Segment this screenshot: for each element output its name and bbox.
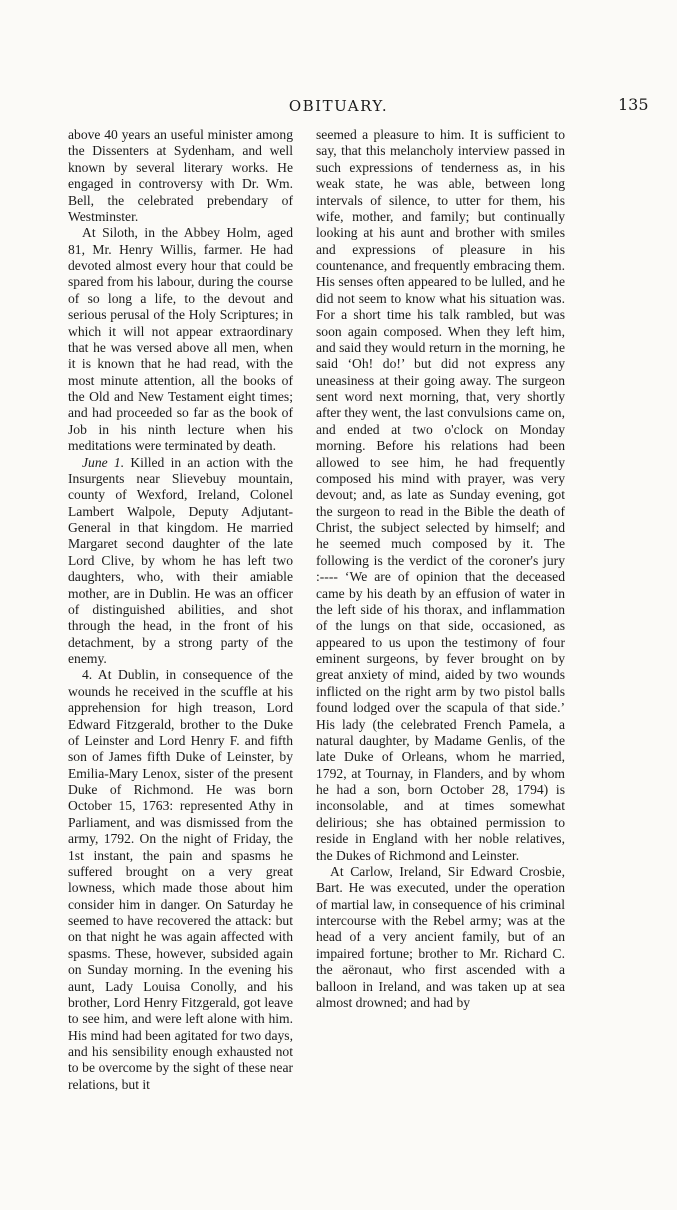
entry-date: June 1. — [82, 454, 125, 470]
paragraph-text: At Carlow, Ireland, Sir Edward Crosbie, Bart. He was executed, under the operation of martial law, in consequence of his criminal intercourse with the Rebel army; was at the head of a very ancient family, but of an impaired fortune; brother to Mr. Richard C. the aëronaut, who first ascended with a balloon in Ireland, and was taken up at sea almost drowned; and had by — [316, 863, 565, 1010]
obituary-paragraph — [68, 225, 293, 454]
obituary-paragraph — [316, 864, 565, 1011]
paragraph-text: 4. At Dublin, in consequence of the wounds he received in the scuffle at his apprehension for high treason, Lord Edward Fitzgerald, brother to the Duke of Leinster and Lord Henry F. and fifth son of James fifth Duke of Leinster, by Emilia-Mary Lenox, sister of the present Duke of Richmond. He was born October 15, 1763: represented Athy in Parliament, and was dismissed from the army, 1792. On the night of Friday, the 1st instant, the pain and spasms he suffered brought on a very great lowness, which made those about him consider him in danger. On Saturday he seemed to have recovered the attack: but on that night he was again affected with spasms. These, however, subsided again on Sunday morning. In the evening his aunt, Lady Louisa Conolly, and his brother, Lord Henry Fitzgerald, got leave to see him, and were left alone with him. His mind had been agitated for two days, and his sensibility enough exhausted not to be overcome by the sight of these near relations, but it — [68, 667, 293, 1092]
obituary-paragraph — [68, 667, 293, 1093]
paragraph-text: seemed a pleasure to him. It is sufficient to say, that this melancholy interview passed in such expressions of tenderness as, in his weak state, he was able, between long intervals of silence, to utter for them, his wife, mother, and family; but continually looking at his aunt and brother with smiles and expressions of pleasure in his countenance, and frequently embracing them. His senses often appeared to be lulled, and he did not seem to know what his situation was. For a short time his talk rambled, but was soon again composed. When they left him, and said they would return in the morning, he said ‘Oh! do!’ but did not express any uneasiness at their going away. The surgeon sent word next morning, that, very shortly after they went, the last convulsions came on, and ended at two o'clock on Monday morning. Before his relations had been allowed to see him, he had frequently composed his mind with prayer, was very devout; and, as late as Sunday evening, got the surgeon to read in the Bible the death of Christ, the subject selected by himself; and he seemed much composed by it. The following is the verdict of the coroner's jury :---- ‘We are of opinion that the deceased came by his death by an effusion of water in the left side of his thorax, and inflammation of the lungs on that side, occasioned, as appeared to us upon the testimony of four eminent surgeons, by fever brought on by great anxiety of mind, aided by two wounds inflicted on the right arm by two pistol balls found lodged over the scapula of that side.’ His lady (the celebrated French Pamela, a natural daughter, by Madame Genlis, of the late Duke of Orleans, whom he married, 1792, at Tournay, in Flanders, and by whom he had a son, born October 28, 1794) is inconsolable, and at times somewhat delirious; she has obtained permission to reside in England with her noble relatives, the Dukes of Richmond and Leinster. — [316, 127, 565, 863]
page-number: 135 — [618, 95, 649, 114]
paragraph-text: Killed in an action with the Insurgents near Slievebuy mountain, county of Wexford, Ireland, Colonel Lambert Walpole, Deputy Adjutant-General in that kingdom. He married Margaret second daughter of the late Lord Clive, by whom he has left two daughters, who, with their amiable mother, are in Dublin. He was an officer of distinguished abilities, and shot through the head, in the front of his detachment, by a strong party of the enemy. — [68, 454, 293, 666]
obituary-paragraph — [316, 127, 565, 864]
running-header-title: OBITUARY. — [288, 97, 389, 115]
obituary-paragraph — [68, 455, 293, 668]
obituary-paragraph — [68, 127, 293, 225]
left-text-column — [68, 127, 293, 1093]
paragraph-text: At Siloth, in the Abbey Holm, aged 81, Mr. Henry Willis, farmer. He had devoted almost every hour that could be spared from his labour, during the course of so long a life, to the devout and serious perusal of the Holy Scriptures; in which it will not appear extraordinary that he was versed above all men, when it is known that he had read, with the most minute attention, all the books of the Old and New Testament eight times; and had proceeded so far as the book of Job in his ninth lecture when his meditations were terminated by death. — [68, 225, 293, 454]
right-text-column — [316, 127, 565, 1011]
paragraph-text: above 40 years an useful minister among the Dissenters at Sydenham, and well known by several literary works. He engaged in controversy with Dr. Wm. Bell, the celebrated prebendary of Westminster. — [68, 127, 293, 224]
